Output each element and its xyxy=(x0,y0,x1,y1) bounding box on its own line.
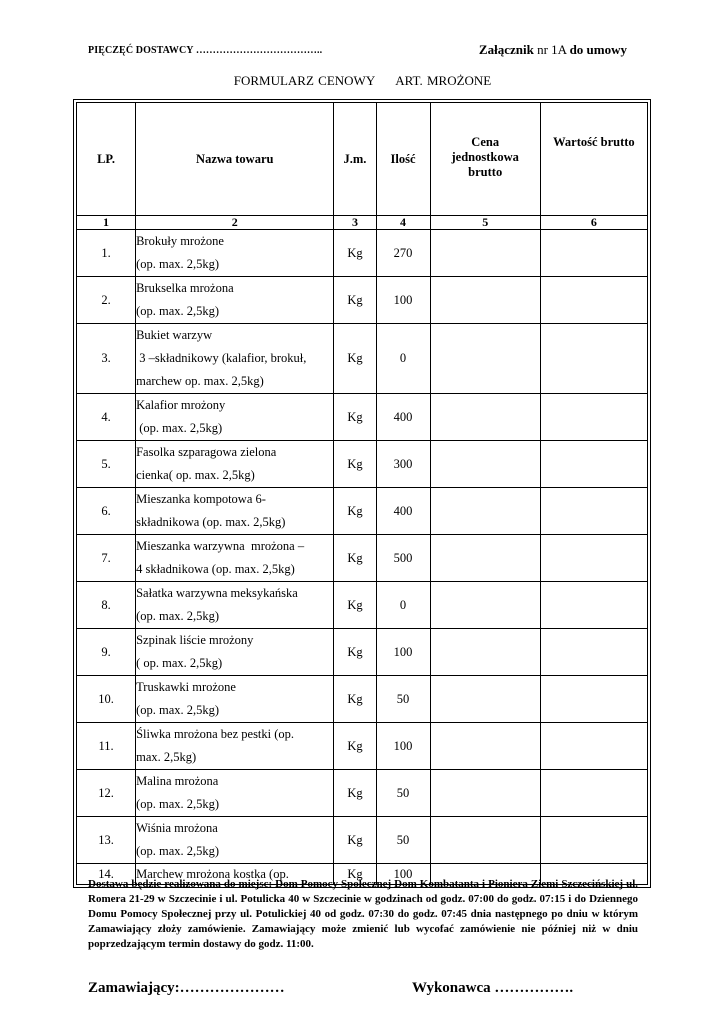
price-form-table xyxy=(76,102,648,885)
row-unit: Kg xyxy=(334,676,376,723)
row-price-cell[interactable] xyxy=(430,629,540,676)
product-name-line: (op. max. 2,5kg) xyxy=(136,421,223,435)
product-name-line: Śliwka mrożona bez pestki (op. xyxy=(136,727,295,741)
row-value-cell[interactable] xyxy=(540,488,647,535)
product-name-line: Brokuły mrożone xyxy=(136,234,224,248)
product-name-line: cienka( op. max. 2,5kg) xyxy=(136,468,255,482)
table-row xyxy=(77,324,648,394)
product-name-line: 3 –składnikowy (kalafior, brokuł, xyxy=(136,351,307,365)
product-name-line: max. 2,5kg) xyxy=(136,750,197,764)
row-price-cell[interactable] xyxy=(430,324,540,394)
row-unit: Kg xyxy=(334,723,376,770)
row-product-name xyxy=(136,394,334,441)
table-row xyxy=(77,230,648,277)
row-price-cell[interactable] xyxy=(430,488,540,535)
row-product-name xyxy=(136,324,334,394)
row-qty: 400 xyxy=(376,488,430,535)
row-qty: 0 xyxy=(376,582,430,629)
table-row xyxy=(77,817,648,864)
row-product-name xyxy=(136,582,334,629)
row-qty: 50 xyxy=(376,676,430,723)
table-row xyxy=(77,629,648,676)
row-lp: 1. xyxy=(77,230,136,277)
row-price-cell[interactable] xyxy=(430,441,540,488)
row-value-cell[interactable] xyxy=(540,582,647,629)
row-price-cell[interactable] xyxy=(430,723,540,770)
product-name-line: Truskawki mrożone xyxy=(136,680,236,694)
orderer-signature: Zamawiający:………………… xyxy=(88,980,285,996)
product-name-line: Mieszanka warzywna mrożona – xyxy=(136,539,305,553)
row-qty: 100 xyxy=(376,864,430,885)
row-unit: Kg xyxy=(334,817,376,864)
product-name-line: (op. max. 2,5kg) xyxy=(136,304,220,318)
product-name-line: (op. max. 2,5kg) xyxy=(136,257,220,271)
attachment-number: nr 1A xyxy=(533,42,570,57)
product-name-line: (op. max. 2,5kg) xyxy=(136,703,220,717)
supplier-stamp-label: PIĘCZĘĆ DOSTAWCY ……………………………….. xyxy=(88,45,323,56)
row-unit: Kg xyxy=(334,324,376,394)
row-value-cell[interactable] xyxy=(540,394,647,441)
row-unit: Kg xyxy=(334,629,376,676)
product-name-line: (op. max. 2,5kg) xyxy=(136,609,220,623)
row-product-name xyxy=(136,535,334,582)
document-title xyxy=(0,73,725,89)
row-qty: 100 xyxy=(376,629,430,676)
row-product-name xyxy=(136,441,334,488)
product-name-line: Malina mrożona xyxy=(136,774,219,788)
row-qty: 500 xyxy=(376,535,430,582)
header-lp: LP. xyxy=(77,103,136,216)
header-price xyxy=(430,103,540,216)
row-value-cell[interactable] xyxy=(540,629,647,676)
col-number: 5 xyxy=(430,216,540,230)
row-product-name xyxy=(136,488,334,535)
product-name-line: Bukiet warzyw xyxy=(136,328,213,342)
row-qty: 50 xyxy=(376,770,430,817)
row-lp: 4. xyxy=(77,394,136,441)
row-unit: Kg xyxy=(334,770,376,817)
row-lp: 6. xyxy=(77,488,136,535)
row-lp: 2. xyxy=(77,277,136,324)
row-lp: 5. xyxy=(77,441,136,488)
header-qty: Ilość xyxy=(376,103,430,216)
attachment-label xyxy=(479,42,627,58)
col-number: 6 xyxy=(540,216,647,230)
row-product-name xyxy=(136,770,334,817)
row-lp: 13. xyxy=(77,817,136,864)
row-price-cell[interactable] xyxy=(430,676,540,723)
row-qty: 270 xyxy=(376,230,430,277)
header-name: Nazwa towaru xyxy=(136,103,334,216)
row-value-cell[interactable] xyxy=(540,441,647,488)
table-row xyxy=(77,723,648,770)
table-row xyxy=(77,582,648,629)
row-product-name xyxy=(136,230,334,277)
row-value-cell[interactable] xyxy=(540,723,647,770)
product-name-line: (op. max. 2,5kg) xyxy=(136,797,220,811)
row-price-cell[interactable] xyxy=(430,230,540,277)
row-price-cell[interactable] xyxy=(430,817,540,864)
form-title: FORMULARZ CENOWY xyxy=(233,73,376,88)
delivery-note: Dostawa będzie realizowana do miejsc: Dom Pomocy Społecznej Dom Kombatanta i Pioniera Ziemi Szczecińskiej ul. Romera 21-29 w Szczecinie i ul. Potulicka 40 w Szczecinie w godzinach od godz. 07:00 do godz. 07:15 i do Dziennego Domu Pomocy Społecznej przy ul. Potulickiej 40 od godz. 07:30 do godz. 07:45 dnia następnego po dniu w którym Zamawiający złoży zamówienie. Zamawiający może zmienić lub wycofać zamówienie nie później niż w dniu poprzedzającym termin dostawy do godz. 11:00. xyxy=(88,878,638,950)
table-row xyxy=(77,394,648,441)
table-row xyxy=(77,535,648,582)
row-product-name xyxy=(136,723,334,770)
row-lp: 8. xyxy=(77,582,136,629)
product-name-line: Brukselka mrożona xyxy=(136,281,234,295)
row-unit: Kg xyxy=(334,582,376,629)
row-unit: Kg xyxy=(334,864,376,885)
table-row xyxy=(77,277,648,324)
header-price-line3: brutto xyxy=(468,165,503,179)
product-name-line: Fasolka szparagowa zielona xyxy=(136,445,277,459)
product-name-line: Mieszanka kompotowa 6- xyxy=(136,492,266,506)
product-name-line: Marchew mrożona kostka (op. xyxy=(136,867,289,881)
row-unit: Kg xyxy=(334,230,376,277)
row-price-cell[interactable] xyxy=(430,277,540,324)
row-price-cell[interactable] xyxy=(430,770,540,817)
header-price-line2: jednostkowa xyxy=(451,150,519,164)
product-name-line: marchew op. max. 2,5kg) xyxy=(136,374,264,388)
col-number: 3 xyxy=(334,216,376,230)
row-value-cell[interactable] xyxy=(540,676,647,723)
row-lp: 12. xyxy=(77,770,136,817)
row-product-name xyxy=(136,629,334,676)
row-product-name xyxy=(136,817,334,864)
row-price-cell[interactable] xyxy=(430,394,540,441)
row-value-cell[interactable] xyxy=(540,277,647,324)
row-lp: 10. xyxy=(77,676,136,723)
row-qty: 100 xyxy=(376,723,430,770)
row-value-cell[interactable] xyxy=(540,817,647,864)
product-name-line: ( op. max. 2,5kg) xyxy=(136,656,223,670)
row-unit: Kg xyxy=(334,394,376,441)
row-price-cell[interactable] xyxy=(430,535,540,582)
header-unit: J.m. xyxy=(334,103,376,216)
row-lp: 3. xyxy=(77,324,136,394)
attachment-word: Załącznik xyxy=(478,42,534,57)
attachment-contract: do umowy xyxy=(569,42,627,57)
column-number-row xyxy=(77,216,648,230)
product-name-line: Szpinak liście mrożony xyxy=(136,633,254,647)
row-value-cell[interactable] xyxy=(540,324,647,394)
table-header-row xyxy=(77,103,648,216)
row-value-cell[interactable] xyxy=(540,230,647,277)
contractor-signature: Wykonawca ……………. xyxy=(412,980,574,996)
row-product-name xyxy=(136,277,334,324)
table-row xyxy=(77,488,648,535)
table-row xyxy=(77,441,648,488)
row-price-cell[interactable] xyxy=(430,582,540,629)
col-number: 4 xyxy=(376,216,430,230)
product-name-line: składnikowa (op. max. 2,5kg) xyxy=(136,515,286,529)
row-product-name xyxy=(136,676,334,723)
table-row xyxy=(77,676,648,723)
row-lp: 11. xyxy=(77,723,136,770)
product-name-line: Sałatka warzywna meksykańska xyxy=(136,586,298,600)
row-lp: 9. xyxy=(77,629,136,676)
header-value: Wartość brutto xyxy=(540,103,647,216)
row-qty: 0 xyxy=(376,324,430,394)
row-unit: Kg xyxy=(334,277,376,324)
row-unit: Kg xyxy=(334,441,376,488)
row-value-cell[interactable] xyxy=(540,535,647,582)
row-unit: Kg xyxy=(334,535,376,582)
product-name-line: Wiśnia mrożona xyxy=(136,821,218,835)
row-lp: 14. xyxy=(77,864,136,885)
header-price-line1: Cena xyxy=(471,135,500,149)
row-qty: 100 xyxy=(376,277,430,324)
col-number: 2 xyxy=(136,216,334,230)
row-qty: 400 xyxy=(376,394,430,441)
row-qty: 300 xyxy=(376,441,430,488)
table-row xyxy=(77,770,648,817)
product-name-line: Kalafior mrożony xyxy=(136,398,226,412)
row-lp: 7. xyxy=(77,535,136,582)
row-value-cell[interactable] xyxy=(540,770,647,817)
product-name-line: 4 składnikowa (op. max. 2,5kg) xyxy=(136,562,295,576)
col-number: 1 xyxy=(77,216,136,230)
product-name-line: (op. max. 2,5kg) xyxy=(136,844,220,858)
category-title: ART. MROŻONE xyxy=(395,73,492,88)
row-qty: 50 xyxy=(376,817,430,864)
row-unit: Kg xyxy=(334,488,376,535)
